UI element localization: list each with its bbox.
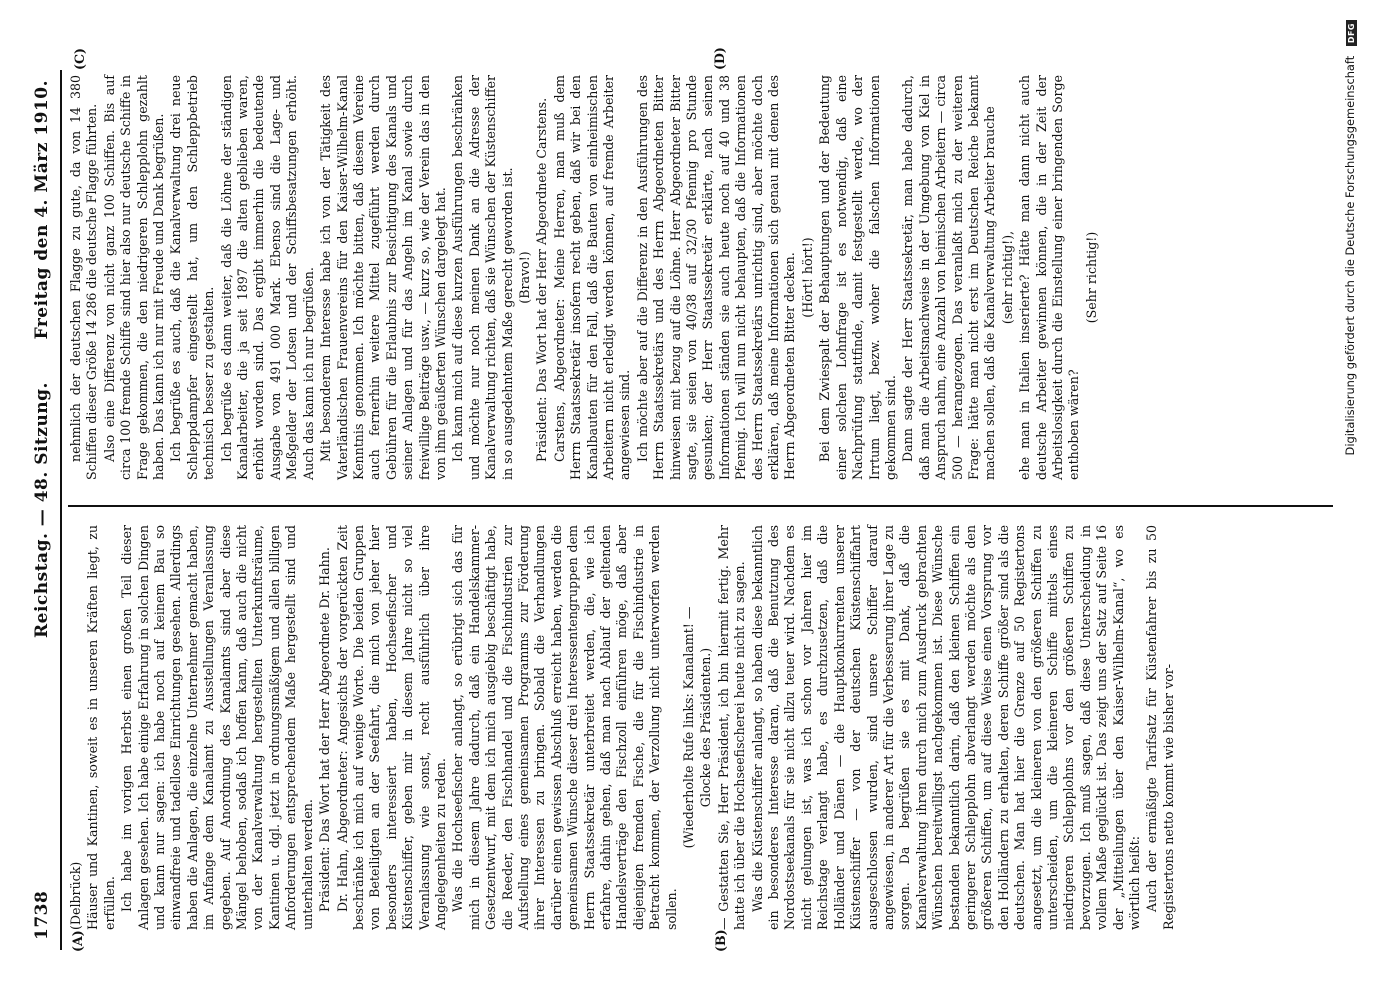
running-title: Reichstag. — 48. Sitzung. [32, 382, 52, 638]
interjection: (Bravo!) [516, 251, 532, 304]
session-date: Freitag den 4. März 1910. [32, 80, 52, 340]
paragraph: ehe man in Italien inserierte? Hätte man dann nicht auch deutsche Arbeiter gewinnen können, die in der Zeit der Arbeitslosigkeit durch die Einstellung einer bringenden Sorge enthoben wären? [1017, 75, 1082, 480]
paragraph: Ich begrüße es dann weiter, daß die Löhne der ständigen Kanalarbeiter, die ja seit 1897 die alten geblieben waren, erhöht worden sind. Das ergibt immerhin die bedeutende Ausgabe von 491 000 Mark. Ebenso sind die Lage- und Meßgelder der Lotsen und der Schiffsbesatzungen erhöht. Auch das kann ich nur begrüßen. [218, 75, 316, 480]
left-column [68, 525, 1178, 930]
speaker-note: (Delbrück) [68, 861, 83, 930]
page-number: 1738 [32, 890, 52, 940]
margin-mark-a: (A) [70, 930, 85, 952]
paragraph: Häuser und Kantinen, soweit es in unseren Kräften liegt, zu erfüllen. [85, 525, 117, 930]
paragraph: — Gestatten Sie, Herr Präsident, ich bin hiermit fertig. Mehr hatte ich über die Hochseefischerei heute nicht zu sagen. [715, 525, 748, 930]
paragraph: Dr. Hahn, Abgeordneter: Angesichts der vorgerückten Zeit beschränke ich mich auf wenige Worte. Die beiden Gruppen von Beteiligten an der Seefahrt, die mich von jeher hier besonders interessiert haben, Hochseefischer und Küstenschiffer, geben mir in diesem Jahre nicht so viel Veranlassung wie sonst, recht ausführlich über ihre Angelegenheiten zu reden. [334, 525, 448, 930]
paragraph: Also eine Differenz von nicht ganz 100 Schiffen. Bis auf circa 100 fremde Schiffe sind hier also nur deutsche Schiffe in Frage gekommen, die den niedrigeren Schlepplohn gezahlt haben. Das kann ich nur mit Freude und Dank begrüßen. [101, 75, 167, 480]
paragraph: Ich habe im vorigen Herbst einen großen Teil dieser Anlagen gesehen. Ich habe einige Erfahrung in solchen Dingen und kann nur sagen: ich habe noch auf keinem Bau so einwandfreie und tadellose Einrichtungen gesehen. Allerdings haben die Anlagen, die einzelne Unternehmer gemacht haben, im Anfange dem Kanalamt zu Ausstellungen Veranlassung gegeben. Auf Anordnung des Kanalamts sind aber diese Mängel behoben, sodaß ich hoffen kann, daß auch die nicht von der Kanalverwaltung hergestellten Unterkunftsräume, Kantinen u. dgl. jetzt in ordnungsmäßigem und allen billigen Anforderungen entsprechendem Maße hergestellt sind und unterhalten werden. [119, 525, 315, 930]
interjection: (Hört! hört!) [799, 237, 815, 318]
page-header [32, 80, 58, 940]
paragraph: Ich begrüße es auch, daß die Kanalverwaltung drei neue Schleppdampfer eingestellt hat, um den Schleppbetrieb technisch besser zu gestalten. [168, 75, 217, 480]
paragraph: Was die Hochseefischer anlangt, so erübrigt sich das für mich in diesem Jahre dadurch, daß ein Handelskammer-Gesetzentwurf, mit dem ich mich ausgiebig beschäftigt habe, die Reeder, den Fischhandel und die Fischindustrien zur Aufstellung eines gemeinsamen Programms zur Förderung ihrer Interessen zu bringen. Sobald die Verhandlungen darüber einen gewissen Abschluß erreicht haben, werden die gemeinsamen Wünsche dieser drei Interessentengruppen dem Herrn Staatssekretär unterbreitet werden, die, wie ich erfahre, dahin gehen, daß man nach Ablauf der geltenden Handelsverträge den Fischzoll einführen möge, daß aber diejenigen fremden Fische, die für die Fischindustrie in Betracht kommen, der Verzollung nicht unterworfen werden sollen. [450, 525, 679, 930]
paragraph: Bei dem Zwiespalt der Behauptungen und der Bedeutung einer solchen Lohnfrage ist es notwendig, daß eine Nachprüfung stattfinde, damit festgestellt werde, wo der Irrtum liegt, bezw. woher die falschen Informationen gekommen sind. [817, 75, 898, 480]
paragraph: Was die Küstenschiffer anlangt, so haben diese bekanntlich ein besonderes Interesse daran, daß die Benutzung des Nordostseekanals für sie nicht allzu teuer wird. Nachdem es nicht gelungen ist, was ich schon vor Jahren hier im Reichstage verlangt habe, es durchzusetzen, daß die Holländer und Dänen — die Hauptkonkurrenten unserer Küstenschiffer — von der deutschen Küstenschiffahrt ausgeschlossen wurden, sind unsere Schiffer darauf angewiesen, in anderer Art für die Verbesserung ihrer Lage zu sorgen. Da begrüßen sie es mit Dank, daß die Kanalverwaltung ihren durch mich zum Ausdruck gebrachten Wünschen bereitwilligst nachgekommen ist. Diese Wünsche bestanden bekanntlich darin, daß den kleinen Schiffen ein geringerer Schlepplohn abverlangt werden möchte als den größeren Schiffen, um auf diese Weise einen Vorsprung vor den Holländern zu erhalten, deren Schiffe größer sind als die deutschen. Man hat hier die Grenze auf 50 Registertons angesetzt, um die kleineren von den größeren Schiffen zu unterscheiden, um die kleineren Schiffe mittels eines niedrigeren Schlepplohns vor den größeren Schiffen zu bevorzugen. Ich muß sagen, daß diese Unterscheidung in vollem Maße geglückt ist. Das zeigt uns der Satz auf Seite 16 der „Mitteilungen über den Kaiser-Wilhelm-Kanal“, wo es wörtlich heißt: [749, 525, 1142, 930]
quotation: Auch der ermäßigte Tarifsatz für Küstenfahrer bis zu 50 Registertons netto kommt wie bisher vor- [1144, 525, 1176, 930]
paragraph: Ich kann mich auf diese kurzen Ausführungen beschränken und möchte nur noch meinen Dank an die Adresse der Kanalverwaltung richten, daß sie Wünschen der Küstenschiffer in so ausgedehntem Maße gerecht geworden ist. [450, 75, 515, 480]
president-line: Präsident: Das Wort hat der Herr Abgeordnete Dr. Hahn. [317, 547, 333, 912]
credit-text: Digitalisierung gefördert durch die Deutsche Forschungsgemeinschaft [1343, 55, 1357, 456]
paragraph: Mit besonderem Interesse habe ich von der Tätigkeit des Vaterländischen Frauenvereins für den Kaiser-Wilhelm-Kanal Kenntnis genommen. Ich möchte bitten, daß diesem Vereine auch fernerhin weitere Mittel zugeführt werden durch Gebühren für die Erlaubnis zur Besichtigung des Kanals und seiner Anlagen und für das Angeln im Kanal sowie durch freiwillige Beiträge usw., — kurz so, wie der Verein das in den von ihm geäußerten Wünschen dargelegt hat. [318, 75, 448, 480]
header-rule [60, 70, 62, 950]
margin-mark-b: (B) [713, 929, 728, 952]
paragraph: Carstens, Abgeordneter: Meine Herren, man muß dem Herrn Staatssekretär insofern recht geben, daß wir bei den Kanalbauten für den Fall, daß die Bauten von einheimischen Arbeitern nicht erledigt werden können, auf fremde Arbeiter angewiesen sind. [551, 75, 633, 480]
dfg-logo: DFG [1346, 20, 1357, 46]
column-divider [68, 505, 1333, 507]
paragraph: Dann sagte der Herr Staatssekretär, man habe dadurch, daß man die Arbeitsnachweise in der Umgebung von Kiel in Anspruch nahm, eine Anzahl von heimischen Arbeitern — circa 500 — herangezogen. Das veranlaßt mich zu der weiteren Frage: hätte man nicht erst im Deutschen Reiche bekannt machen sollen, daß die Kanalverwaltung Arbeiter brauche [900, 75, 998, 480]
interjection: Glocke des Präsidenten.) [698, 647, 714, 808]
interjection: (Sehr richtig!) [1083, 231, 1099, 324]
paragraph: Ich möchte aber auf die Differenz in den Ausführungen des Herrn Staatssekretärs und des Herrn Abgeordneten Bitter hinweisen mit bezug auf die Löhne. Herr Abgeordneter Bitter sagte, sie seien von 40/38 auf 32/30 Pfennig pro Stunde gesunken; der Herr Staatssekretär erklärte, nach seinen Informationen ständen sie auch heute noch auf 40 und 38 Pfennig. Ich will nun nicht behaupten, daß die Informationen des Herrn Staatssekretärs unrichtig sind, aber möchte doch erklären, daß meine Informationen sich genau mit denen des Herrn Abgeordneten Bitter decken. [634, 75, 798, 480]
quotation: nehmlich der deutschen Flagge zu gute, da von 14 380 Schiffen dieser Größe 14 286 die deutsche Flagge führten. [68, 75, 100, 480]
digitization-credit [1343, 20, 1367, 980]
right-column [68, 75, 1101, 480]
margin-mark-d: (D) [712, 47, 727, 70]
margin-mark-c: (C) [72, 48, 87, 70]
interjection: (sehr richtig!), [999, 230, 1015, 325]
president-line: Präsident: Das Wort hat der Herr Abgeordnete Carstens. [534, 97, 550, 462]
interjection: (Wiederholte Rufe links: Kanalamt! — [681, 606, 697, 849]
